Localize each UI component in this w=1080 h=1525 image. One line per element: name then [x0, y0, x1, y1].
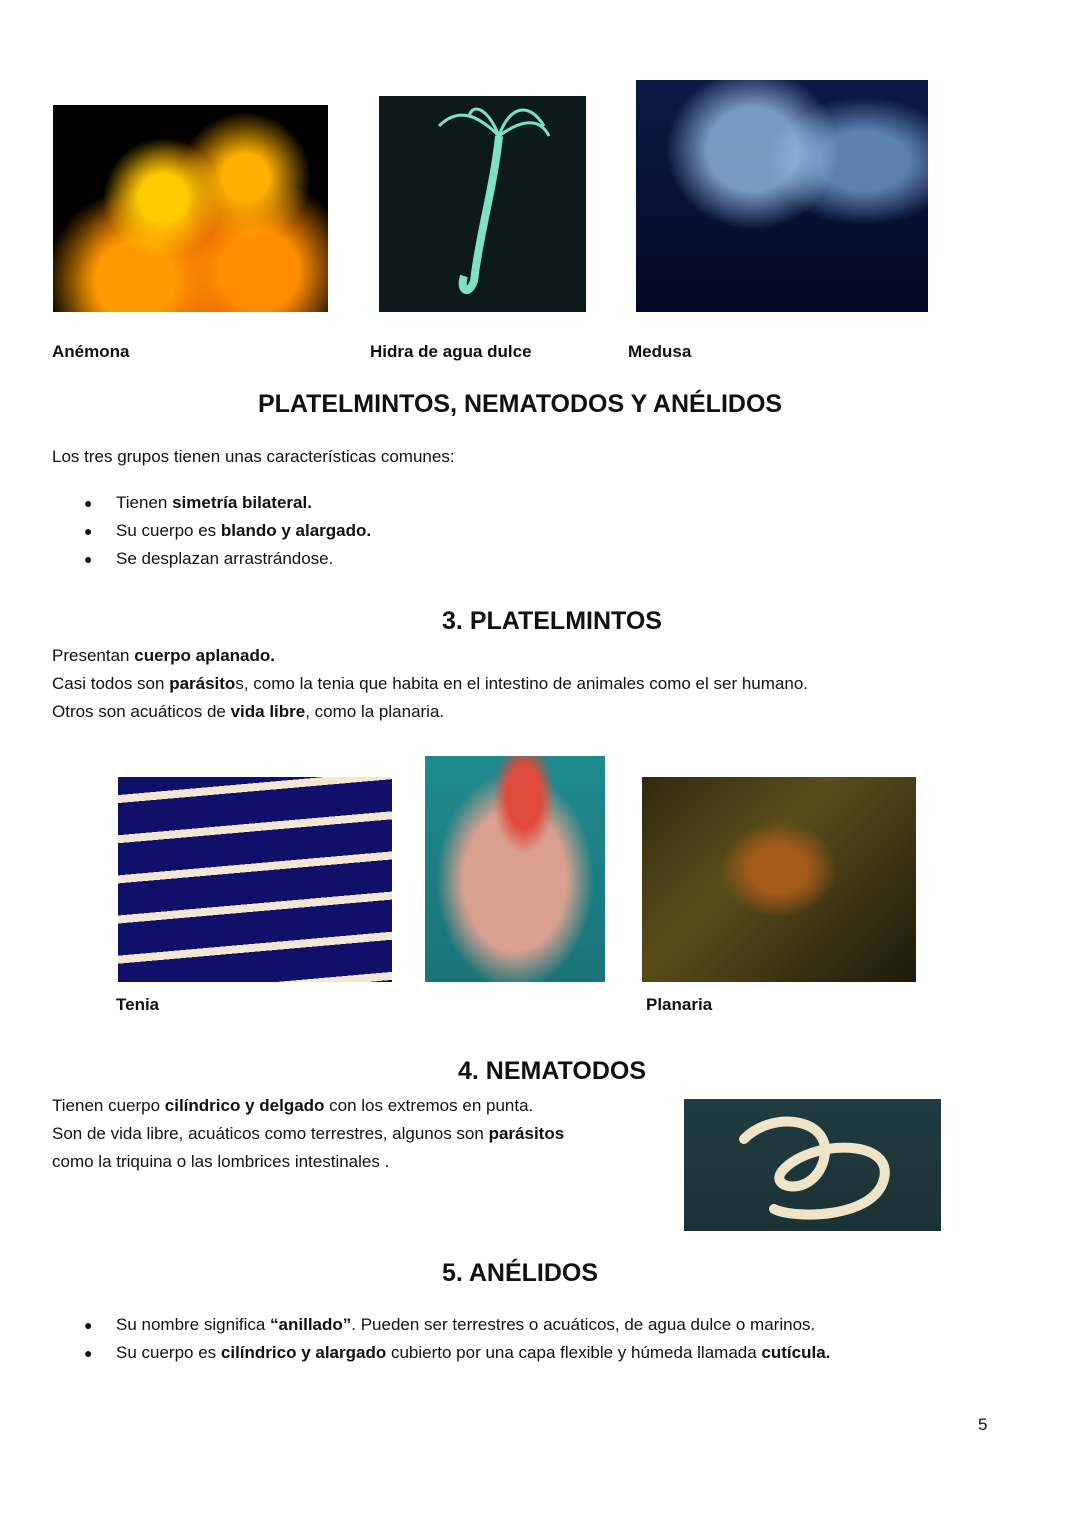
bullet-icon: ● — [84, 551, 93, 567]
bullet-icon: ● — [84, 1345, 93, 1361]
hidra-illustration — [379, 96, 586, 312]
intro-text: Los tres grupos tienen unas características comunes: — [52, 447, 455, 466]
nematodo-illustration — [684, 1099, 941, 1231]
platelmintos-line: Casi todos son parásitos, como la tenia que habita en el intestino de animales como el ser humano. — [52, 674, 808, 693]
nematodos-line: como la triquina o las lombrices intestinales . — [52, 1152, 390, 1171]
platelmintos-line: Presentan cuerpo aplanado. — [52, 646, 275, 665]
nematodos-heading: 4. NEMATODOS — [458, 1057, 646, 1085]
hidra-image — [379, 96, 586, 312]
page-number: 5 — [978, 1415, 988, 1434]
tenia-scolex-image — [425, 756, 605, 982]
caption-anemona: Anémona — [52, 342, 130, 361]
anemona-image — [53, 105, 328, 312]
bullet-item: Se desplazan arrastrándose. — [116, 549, 334, 568]
bullet-item: Su cuerpo es cilíndrico y alargado cubierto por una capa flexible y húmeda llamada cutícula. — [116, 1343, 831, 1362]
planaria-image — [642, 777, 916, 982]
tenia-image — [118, 777, 392, 982]
bullet-icon: ● — [84, 523, 93, 539]
bullet-item: Tienen simetría bilateral. — [116, 493, 312, 512]
bullet-icon: ● — [84, 495, 93, 511]
nematodos-line: Son de vida libre, acuáticos como terrestres, algunos son parásitos — [52, 1124, 565, 1143]
section-heading: PLATELMINTOS, NEMATODOS Y ANÉLIDOS — [257, 390, 783, 418]
platelmintos-line: Otros son acuáticos de vida libre, como la planaria. — [52, 702, 445, 721]
nematodos-line: Tienen cuerpo cilíndrico y delgado con los extremos en punta. — [52, 1096, 534, 1115]
caption-medusa: Medusa — [628, 342, 692, 361]
bullet-item: Su cuerpo es blando y alargado. — [116, 521, 372, 540]
bullet-item: Su nombre significa “anillado”. Pueden ser terrestres o acuáticos, de agua dulce o marinos. — [116, 1315, 816, 1334]
platelmintos-heading: 3. PLATELMINTOS — [442, 607, 662, 635]
bullet-icon: ● — [84, 1317, 93, 1333]
caption-planaria: Planaria — [646, 995, 713, 1014]
anelidos-heading: 5. ANÉLIDOS — [441, 1259, 599, 1287]
medusa-image — [636, 80, 928, 312]
nematodo-image — [684, 1099, 941, 1231]
caption-tenia: Tenia — [116, 995, 160, 1014]
caption-hidra: Hidra de agua dulce — [370, 342, 532, 361]
